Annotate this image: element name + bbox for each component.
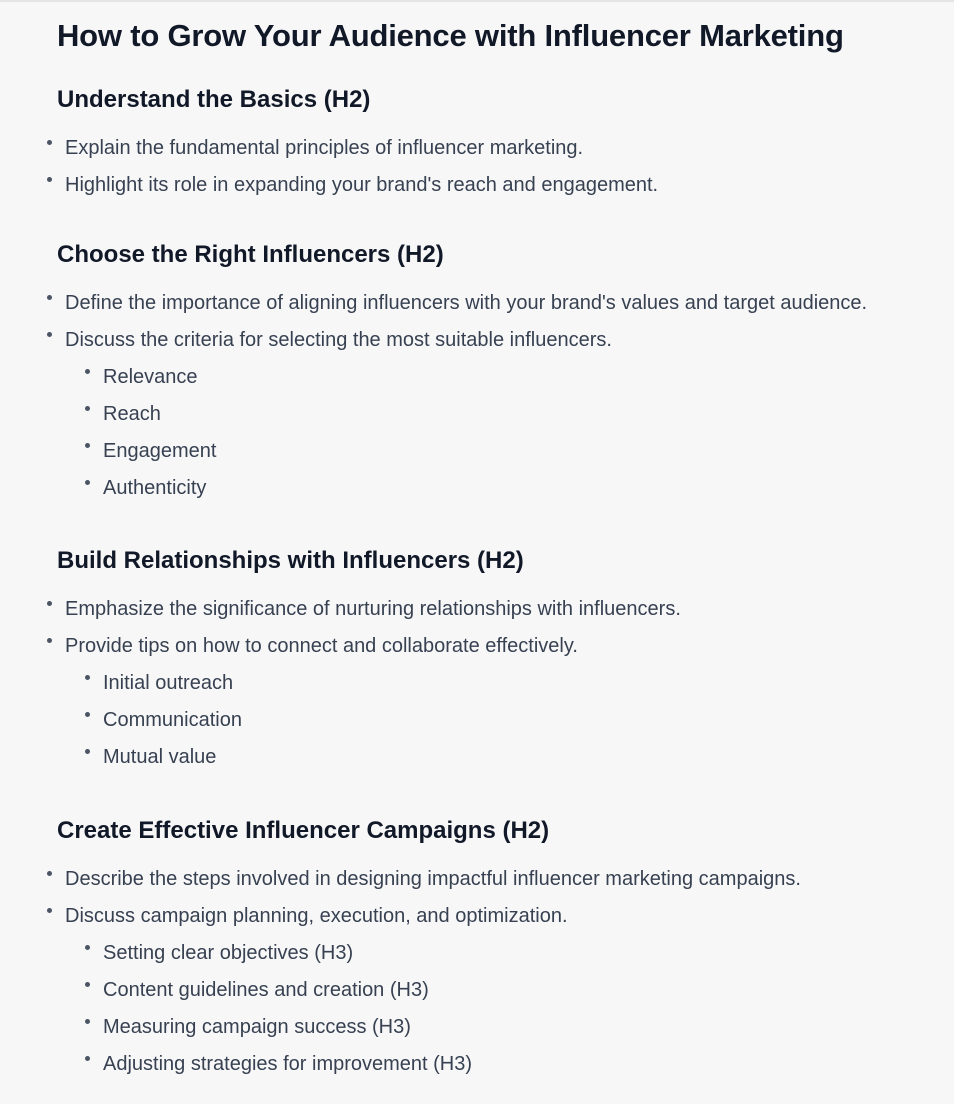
page-title: How to Grow Your Audience with Influencer Marketing [57,18,844,53]
bullet-list [57,130,947,204]
list-item [57,167,947,204]
section-heading: Choose the Right Influencers (H2) [57,241,444,268]
list-item [57,898,947,1083]
bullet-list [57,591,947,776]
section-understand-basics [57,84,947,204]
sub-list-item-text: Initial outreach [103,672,234,694]
list-item-text: Emphasize the significance of nurturing relationships with influencers. [65,598,681,620]
list-item [57,861,947,898]
sub-list-item [73,972,947,1009]
sub-bullet-list [65,935,947,1083]
sub-list-item [73,665,947,702]
list-item-text: Highlight its role in expanding your brand's reach and engagement. [65,174,659,196]
sub-list-item [73,1046,947,1083]
sub-list-item [73,433,947,470]
sub-bullet-list [65,359,947,507]
list-item [57,285,947,322]
list-item [57,628,947,776]
bullet-list [57,285,947,507]
list-item-text: Discuss campaign planning, execution, and optimization. [65,905,568,927]
sub-list-item [73,470,947,507]
section-heading: Understand the Basics (H2) [57,86,371,113]
list-item-text: Provide tips on how to connect and collaborate effectively. [65,635,578,657]
sub-list-item-text: Reach [103,403,161,425]
sub-list-item [73,1009,947,1046]
section-create-campaigns [57,815,947,1083]
sub-list-item-text: Content guidelines and creation (H3) [103,979,429,1001]
section-build-relationships [57,545,947,776]
sub-list-item-text: Authenticity [103,477,207,499]
section-choose-influencers [57,239,947,507]
list-item [57,130,947,167]
list-item-text: Discuss the criteria for selecting the most suitable influencers. [65,329,612,351]
sub-list-item [73,359,947,396]
list-item-text: Explain the fundamental principles of influencer marketing. [65,137,584,159]
sub-list-item-text: Measuring campaign success (H3) [103,1016,411,1038]
list-item [57,591,947,628]
sub-list-item [73,935,947,972]
sub-list-item-text: Setting clear objectives (H3) [103,942,354,964]
sub-list-item-text: Mutual value [103,746,217,768]
sub-list-item-text: Adjusting strategies for improvement (H3) [103,1053,473,1075]
section-heading: Create Effective Influencer Campaigns (H2) [57,817,550,844]
list-item-text: Describe the steps involved in designing impactful influencer marketing campaigns. [65,868,801,890]
sub-list-item-text: Communication [103,709,242,731]
bullet-list [57,861,947,1083]
sub-list-item [73,739,947,776]
sub-list-item-text: Relevance [103,366,198,388]
sub-list-item-text: Engagement [103,440,217,462]
sub-bullet-list [65,665,947,776]
section-heading: Build Relationships with Influencers (H2) [57,547,524,574]
sub-list-item [73,702,947,739]
sub-list-item [73,396,947,433]
list-item [57,322,947,507]
list-item-text: Define the importance of aligning influencers with your brand's values and target audience. [65,292,868,314]
document-body [57,0,947,1083]
